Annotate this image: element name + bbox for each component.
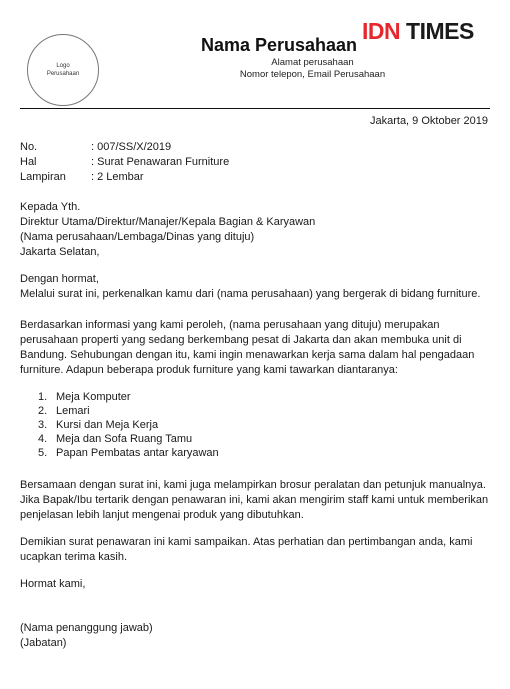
paragraph-line: perusahaan properti yang sedang berkembang pesat di Jakarta dan akan membuka unit di xyxy=(20,334,462,346)
list-number: 4. xyxy=(38,433,48,445)
paragraph-line: furniture. Adapun beberapa produk furniture yang kami tawarkan diantaranya: xyxy=(20,364,398,376)
meta-label: No. xyxy=(20,141,38,153)
logo-text-line2: Perusahaan xyxy=(46,71,80,77)
meta-value: : 007/SS/X/2019 xyxy=(91,141,172,153)
product-name: Kursi dan Meja Kerja xyxy=(56,419,159,431)
meta-row xyxy=(20,170,490,185)
paragraph-line: Jika Bapak/Ibu tertarik dengan penawaran ini, kami akan mengirim staff kami untuk memberikan xyxy=(20,494,489,506)
list-item xyxy=(38,432,219,446)
meta-label: Hal xyxy=(20,156,37,168)
paragraph-line: ucapkan terima kasih. xyxy=(20,551,127,563)
recipient-line: Direktur Utama/Direktur/Manajer/Kepala Bagian & Karyawan xyxy=(20,216,316,228)
paragraph-closing xyxy=(20,535,490,565)
signature-block xyxy=(20,621,490,651)
paragraph-line: Berdasarkan informasi yang kami peroleh, (nama perusahaan yang dituju) merupakan xyxy=(20,319,440,331)
product-name: Meja dan Sofa Ruang Tamu xyxy=(56,433,193,445)
recipient-line: Kepada Yth. xyxy=(20,201,81,213)
salutation: Hormat kami, xyxy=(20,578,86,590)
meta-label: Lampiran xyxy=(20,171,66,183)
company-address: Alamat perusahaan xyxy=(271,57,354,68)
company-contact: Nomor telepon, Email Perusahaan xyxy=(239,69,386,80)
list-number: 1. xyxy=(38,391,48,403)
signer-name: (Nama penanggung jawab) xyxy=(20,622,153,634)
watermark-part1: IDN xyxy=(362,18,401,44)
paragraph-line: Bersamaan dengan surat ini, kami juga melampirkan brosur peralatan dan petunjuk manualnya. xyxy=(20,479,486,491)
product-name: Lemari xyxy=(56,405,90,417)
letter-date: Jakarta, 9 Oktober 2019 xyxy=(369,115,488,127)
meta-row xyxy=(20,155,490,170)
paragraph-line: Demikian surat penawaran ini kami sampaikan. Atas perhatian dan pertimbangan anda, kami xyxy=(20,536,473,548)
meta-value: : 2 Lembar xyxy=(91,171,144,183)
list-number: 2. xyxy=(38,405,48,417)
product-list xyxy=(38,390,219,460)
recipient-line: (Nama perusahaan/Lembaga/Dinas yang dituju) xyxy=(20,231,255,243)
paragraph-line: penjelasan lebih lanjut mengenai produk yang dibutuhkan. xyxy=(20,509,304,521)
list-item xyxy=(38,404,219,418)
paragraph-attachment xyxy=(20,478,490,523)
opening-block xyxy=(20,272,490,302)
product-name: Meja Komputer xyxy=(56,391,131,403)
logo-text-line1: Logo xyxy=(56,63,70,69)
header-divider xyxy=(20,108,490,109)
product-name: Papan Pembatas antar karyawan xyxy=(56,447,219,459)
meta-value: : Surat Penawaran Furniture xyxy=(91,156,230,168)
intro-sentence: Melalui surat ini, perkenalkan kamu dari (nama perusahaan) yang bergerak di bidang furniture. xyxy=(20,288,481,300)
greeting: Dengan hormat, xyxy=(20,273,99,285)
list-number: 3. xyxy=(38,419,48,431)
paragraph-offer xyxy=(20,318,490,378)
recipient-line: Jakarta Selatan, xyxy=(20,246,100,258)
watermark-part2: TIMES xyxy=(400,18,474,44)
list-item xyxy=(38,446,219,460)
meta-row xyxy=(20,140,490,155)
list-item xyxy=(38,390,219,404)
letter-meta xyxy=(20,140,490,185)
paragraph-line: Bandung. Sehubungan dengan itu, kami ingin menawarkan kerja sama dalam hal pengadaan xyxy=(20,349,475,361)
recipient-block xyxy=(20,200,490,260)
company-name: Nama Perusahaan xyxy=(200,35,358,55)
list-item xyxy=(38,418,219,432)
signer-title: (Jabatan) xyxy=(20,637,67,649)
list-number: 5. xyxy=(38,447,48,459)
